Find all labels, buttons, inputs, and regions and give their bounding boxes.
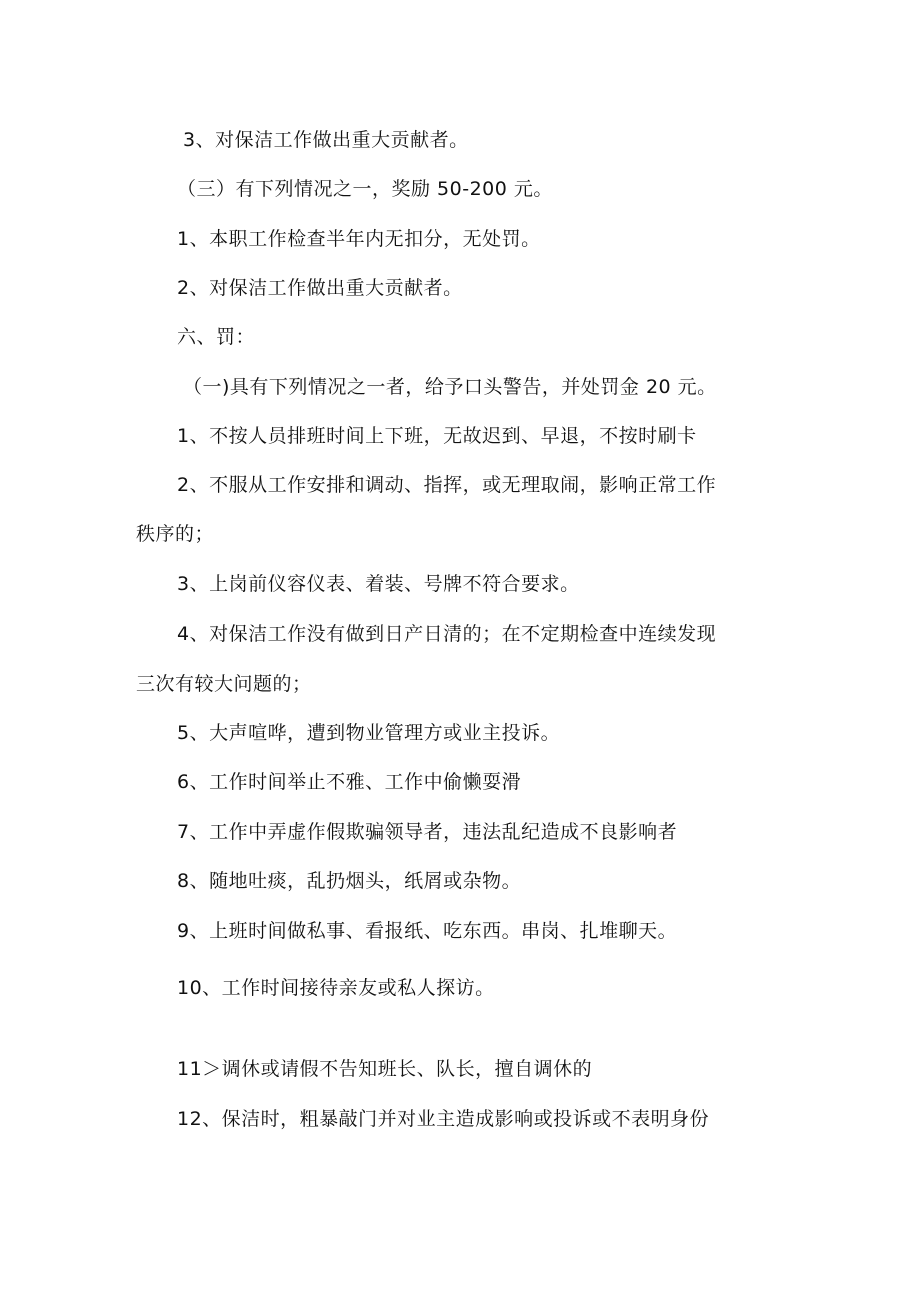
text-line-penalty-item-11: 11＞调休或请假不告知班长、队长，擅自调休的	[177, 1058, 593, 1080]
text-line-penalty-heading: 六、罚：	[177, 326, 256, 348]
text-line-penalty-item-10: 10、工作时间接待亲友或私人探访。	[177, 977, 495, 999]
text-line-reward-item-3: 3、对保洁工作做出重大贡献者。	[183, 129, 469, 151]
text-line-reward-item-2: 2、对保洁工作做出重大贡献者。	[177, 277, 463, 299]
text-line-penalty-item-9: 9、上班时间做私事、看报纸、吃东西。串岗、扎堆聊天。	[177, 920, 678, 942]
text-line-penalty-item-6: 6、工作时间举止不雅、工作中偷懒耍滑	[177, 771, 522, 793]
text-line-penalty-item-5: 5、大声喧哗，遭到物业管理方或业主投诉。	[177, 722, 561, 744]
text-line-penalty-item-12: 12、保洁时，粗暴敲门并对业主造成影响或投诉或不表明身份	[177, 1108, 710, 1130]
text-line-reward-item-1: 1、本职工作检查半年内无扣分，无处罚。	[177, 228, 541, 250]
text-line-penalty-item-7: 7、工作中弄虚作假欺骗领导者，违法乱纪造成不良影响者	[177, 821, 678, 843]
text-line-penalty-section-1-heading: （一)具有下列情况之一者，给予口头警告，并处罚金 20 元。	[183, 376, 717, 398]
text-line-penalty-item-2-continued: 秩序的；	[136, 523, 215, 545]
text-line-penalty-item-4: 4、对保洁工作没有做到日产日清的；在不定期检查中连续发现	[177, 623, 717, 645]
text-line-penalty-item-4-continued: 三次有较大问题的；	[136, 673, 312, 695]
text-line-penalty-item-1: 1、不按人员排班时间上下班，无故迟到、早退，不按时刷卡	[177, 425, 697, 447]
text-line-penalty-item-2: 2、不服从工作安排和调动、指挥，或无理取闹，影响正常工作	[177, 474, 717, 496]
text-line-reward-section-3-heading: （三）有下列情况之一，奖励 50-200 元。	[177, 178, 553, 200]
text-line-penalty-item-3: 3、上岗前仪容仪表、着装、号牌不符合要求。	[177, 573, 580, 595]
text-line-penalty-item-8: 8、随地吐痰，乱扔烟头，纸屑或杂物。	[177, 870, 522, 892]
